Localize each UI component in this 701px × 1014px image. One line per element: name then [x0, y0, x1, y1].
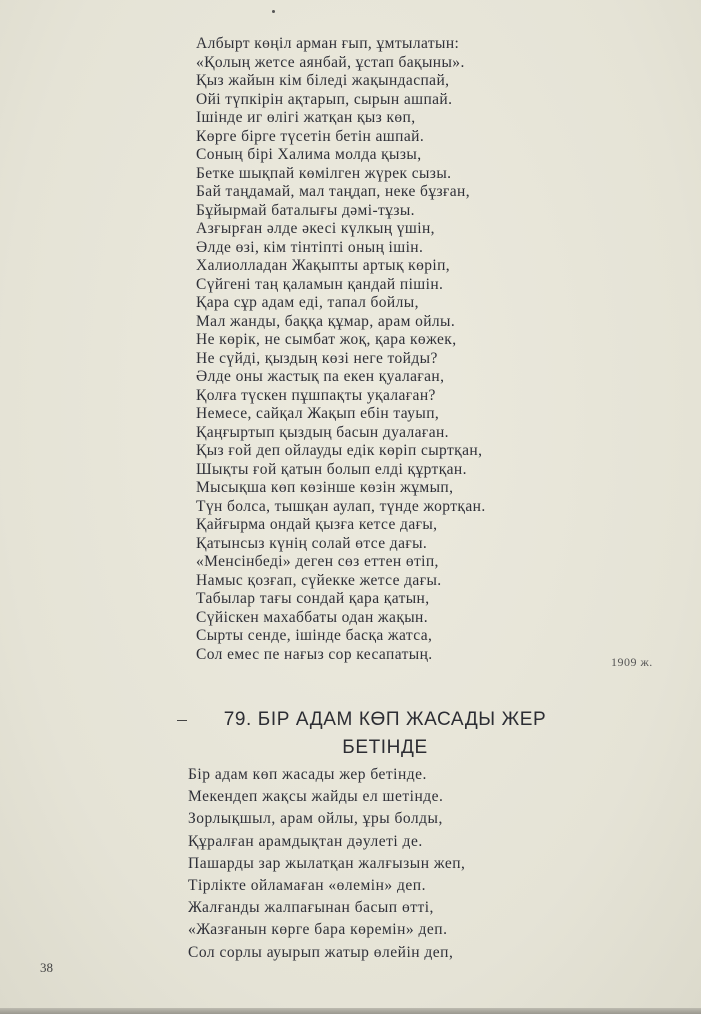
verse-line: «Қолың жетсе аянбай, ұстап бақыны».	[196, 53, 465, 71]
verse-line: Көрге бірге түсетін бетін ашпай.	[196, 127, 425, 145]
verse-line: Зорлықшыл, арам ойлы, ұры болды,	[188, 810, 443, 828]
verse-line: Бай таңдамай, мал таңдап, неке бұзған,	[196, 183, 470, 200]
verse-line: Сырты сенде, ішінде басқа жатса,	[196, 627, 433, 644]
verse-line: Мекендеп жақсы жайды ел шетінде.	[188, 788, 444, 806]
verse-line: Қыз жайын кім біледі жақындаспай,	[196, 72, 450, 89]
verse-line: Әлде оны жастық па екен қуалаған,	[196, 368, 445, 385]
verse-line: Қатынсыз күнің солай өтсе дағы.	[196, 534, 428, 552]
verse-line: Қолға түскен пұшпақты уқалаған?	[196, 386, 436, 404]
verse-line: Сүйгені таң қаламын қандай пішін.	[196, 275, 444, 293]
page-number: 38	[40, 960, 53, 975]
verse-line: Халиолладан Жақыпты артық көріп,	[196, 257, 451, 274]
verse-line: Құралған арамдықтан дәулеті де.	[188, 832, 423, 850]
verse-line: Ойі түпкірін ақтарып, сырын ашпай.	[196, 90, 453, 108]
verse-line: Қаңғыртып қыздың басын дуалаған.	[196, 423, 449, 441]
verse-line: «Менсінбеді» деген сөз еттен өтіп,	[196, 553, 439, 570]
verse-line: Бір адам көп жасады жер бетінде.	[188, 766, 427, 783]
verse-line: Сол емес пе нағыз сор кесапатың.	[196, 645, 433, 663]
verse-line: Сол сорлы ауырып жатыр өлейін деп,	[188, 943, 454, 961]
verse-line: Соның бірі Халима молда қызы,	[196, 146, 422, 163]
ink-dot	[272, 10, 275, 13]
page-bottom-edge	[0, 1008, 701, 1014]
verse-line: Тірлікте ойламаған «өлемін» деп.	[188, 876, 426, 894]
poem-date: 1909 ж.	[611, 655, 653, 669]
verse-line: Азғырған әлде әкесі күлкың үшін,	[196, 220, 435, 237]
verse-line: «Жазғанын көрге бара көремін» деп.	[188, 921, 448, 939]
poem-1-verses	[196, 35, 486, 664]
verse-line: Не көрік, не сымбат жоқ, қара көжек,	[196, 331, 457, 348]
poem-title-line: 79. БІР АДАМ КӨП ЖАСАДЫ ЖЕР	[223, 709, 547, 730]
verse-line: Қара сұр адам еді, тапал бойлы,	[196, 294, 419, 311]
verse-line: Немесе, сайқал Жақып ебін тауып,	[196, 405, 440, 422]
verse-line: Шықты ғой қатын болып елді құртқан.	[196, 460, 467, 478]
verse-line: Қыз ғой деп ойлауды едік көріп сыртқан,	[196, 442, 483, 459]
verse-line: Мысықша көп көзінше көзін жұмып,	[196, 479, 454, 496]
verse-line: Пашарды зар жылатқан жалғызын жеп,	[188, 854, 466, 872]
poem-2-verses	[188, 764, 465, 964]
verse-line: Жалғанды жалпағынан басып өтті,	[188, 899, 434, 917]
verse-line: Түн болса, тышқан аулап, түнде жортқан.	[196, 497, 486, 515]
verse-line: Әлде өзі, кім тінтіпті оның ішін.	[196, 238, 424, 256]
verse-line: Табылар тағы сондай қара қатын,	[196, 590, 430, 607]
poem-title-line: БЕТІНДЕ	[342, 737, 428, 758]
verse-line: Албырт көңіл арман ғып, ұмтылатын:	[196, 35, 460, 52]
verse-line: Бұйырмай баталығы дәмі-тұзы.	[196, 201, 415, 219]
verse-line: Мал жанды, баққа құмар, арам ойлы.	[196, 312, 456, 330]
verse-line: Намыс қозғап, сүйекке жетсе дағы.	[196, 571, 442, 589]
title-dash	[177, 720, 187, 721]
verse-line: Сүйіскен махаббаты одан жақын.	[196, 608, 429, 626]
verse-line: Қайғырма ондай қызға кетсе дағы,	[196, 516, 438, 533]
poem-title	[205, 706, 565, 762]
verse-line: Ішінде иг өлігі жатқан қыз көп,	[196, 109, 416, 126]
verse-line: Не сүйді, қыздың көзі неге тойды?	[196, 349, 438, 367]
verse-line: Бетке шықпай көмілген жүрек сызы.	[196, 164, 452, 182]
